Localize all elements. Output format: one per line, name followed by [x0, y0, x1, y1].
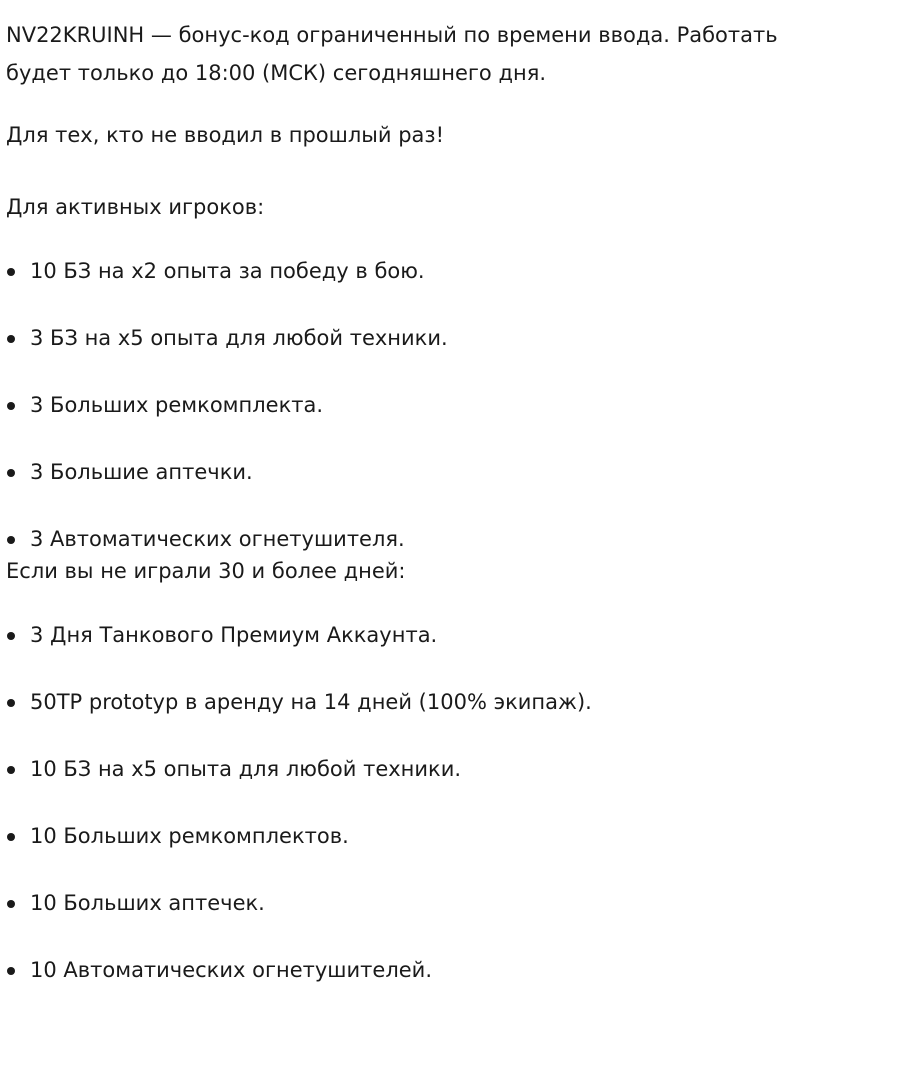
bullet-icon — [7, 699, 15, 707]
list-item — [6, 459, 903, 485]
list-item — [6, 890, 903, 916]
list-item — [6, 756, 903, 782]
intro-paragraph — [6, 16, 903, 92]
list-item-text: 10 БЗ на x2 опыта за победу в бою. — [30, 259, 425, 283]
list-item-text: 10 Автоматических огнетушителей. — [30, 958, 432, 982]
bullet-icon — [7, 268, 15, 276]
list-item-text: 3 Большие аптечки. — [30, 460, 253, 484]
bullet-icon — [7, 469, 15, 477]
bullet-icon — [7, 766, 15, 774]
list-item-text: 3 Больших ремкомплекта. — [30, 393, 324, 417]
list-item-text: 50TP prototyp в аренду на 14 дней (100% экипаж). — [30, 690, 592, 714]
bullet-icon — [7, 536, 15, 544]
note-paragraph: Для тех, кто не вводил в прошлый раз! — [6, 123, 444, 147]
bullet-icon — [7, 402, 15, 410]
list-item-text: 3 Дня Танкового Премиум Аккаунта. — [30, 623, 438, 647]
list-item — [6, 526, 903, 552]
inactive-players-heading: Если вы не играли 30 и более дней: — [6, 559, 406, 583]
intro-line-2: будет только до 18:00 (МСК) сегодняшнего дня. — [6, 61, 547, 85]
active-rewards-list — [6, 258, 903, 552]
intro-line-1: NV22KRUINH — бонус-код ограниченный по времени ввода. Работать — [6, 23, 778, 47]
list-item — [6, 258, 903, 284]
list-item-text: 10 БЗ на x5 опыта для любой техники. — [30, 757, 462, 781]
list-item-text: 3 Автоматических огнетушителя. — [30, 527, 405, 551]
list-item — [6, 823, 903, 849]
bullet-icon — [7, 833, 15, 841]
active-players-heading: Для активных игроков: — [6, 195, 265, 219]
list-item — [6, 622, 903, 648]
bullet-icon — [7, 335, 15, 343]
list-item — [6, 689, 903, 715]
bullet-icon — [7, 967, 15, 975]
bullet-icon — [7, 900, 15, 908]
list-item — [6, 957, 903, 983]
list-item-text: 10 Больших ремкомплектов. — [30, 824, 349, 848]
list-item — [6, 392, 903, 418]
inactive-rewards-list — [6, 622, 903, 983]
list-item-text: 3 БЗ на x5 опыта для любой техники. — [30, 326, 448, 350]
bullet-icon — [7, 632, 15, 640]
list-item — [6, 325, 903, 351]
list-item-text: 10 Больших аптечек. — [30, 891, 265, 915]
